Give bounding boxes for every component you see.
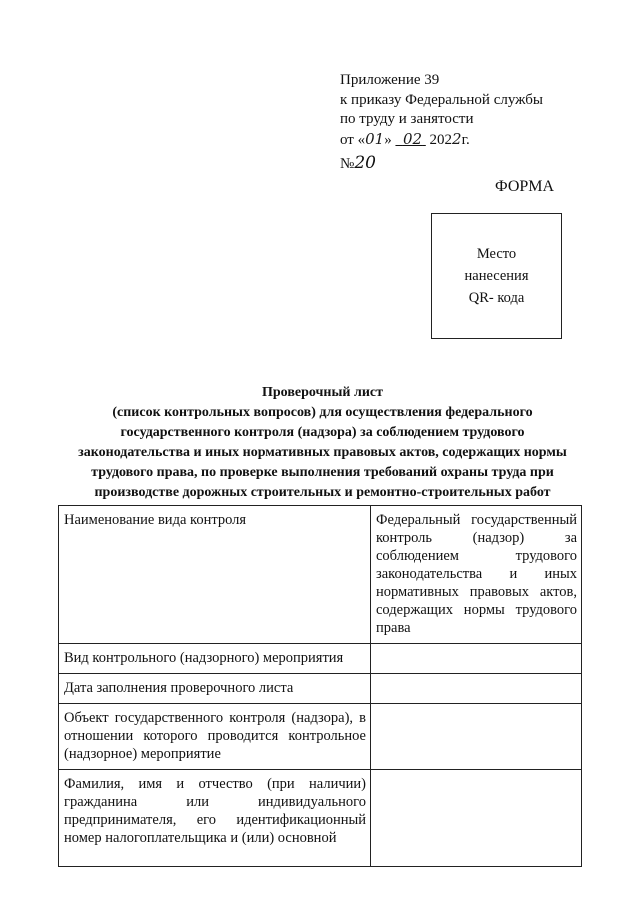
date-prefix: от « <box>340 131 366 148</box>
forma-label: ФОРМА <box>495 178 555 195</box>
date-year-handwritten: 2 <box>452 129 462 148</box>
row-value-person-info <box>371 770 582 867</box>
table-row <box>59 770 582 867</box>
date-month-handwritten: 02 <box>402 129 423 148</box>
table-row <box>59 644 582 674</box>
title-line2: (список контрольных вопросов) для осуществления федерального <box>112 405 533 420</box>
row-label-event-type: Вид контрольного (надзорного) мероприятия <box>59 644 371 674</box>
row-label-control-type: Наименование вида контроля <box>59 506 371 644</box>
row-label-control-object: Объект государственного контроля (надзора), в отношении которого проводится контрольное (надзорное) мероприятие <box>59 704 371 770</box>
date-month-underline <box>395 129 425 148</box>
qr-box-line3: QR- кода <box>468 290 525 306</box>
appendix-header <box>340 71 543 175</box>
row-value-fill-date <box>371 674 582 704</box>
table-row <box>59 674 582 704</box>
row-value-control-type: Федеральный государственный контроль (надзор) за соблюдением трудового законодательства и иных нормативных правовых актов, содержащих нормы трудового права <box>371 506 582 644</box>
row-label-person-info: Фамилия, имя и отчество (при наличии) гражданина или индивидуального предпринимателя, его идентификационный номер налогоплательщика и (или) основной <box>59 770 371 867</box>
date-year-prefix: 202 <box>425 131 453 148</box>
table-row <box>59 506 582 644</box>
date-end: г. <box>461 131 470 148</box>
appendix-date-line <box>340 130 543 151</box>
title-line3: государственного контроля (надзора) за соблюдением трудового <box>120 425 525 440</box>
number-label: № <box>340 156 355 172</box>
title-line1: Проверочный лист <box>262 385 383 400</box>
date-mid: » <box>384 131 396 148</box>
row-value-control-object <box>371 704 582 770</box>
appendix-order-line: к приказу Федеральной службы <box>340 91 544 108</box>
document-title <box>40 383 605 503</box>
checklist-info-table <box>58 505 582 867</box>
qr-code-placeholder <box>431 213 562 339</box>
qr-box-line1: Место <box>476 246 517 262</box>
date-day-handwritten: 01 <box>365 129 385 148</box>
title-line4: законодательства и иных нормативных правовых актов, содержащих нормы <box>78 445 567 460</box>
row-label-fill-date: Дата заполнения проверочного листа <box>59 674 371 704</box>
appendix-number: Приложение 39 <box>340 72 440 88</box>
title-line5: трудового права, по проверке выполнения требований охраны труда при <box>91 465 554 480</box>
row-value-event-type <box>371 644 582 674</box>
appendix-number-line <box>340 154 543 175</box>
appendix-agency-line: по труду и занятости <box>340 111 474 127</box>
title-line6: производстве дорожных строительных и ремонтно-строительных работ <box>94 485 551 500</box>
qr-box-line2: нанесения <box>464 268 529 284</box>
number-handwritten: 20 <box>354 153 376 173</box>
table-row <box>59 704 582 770</box>
